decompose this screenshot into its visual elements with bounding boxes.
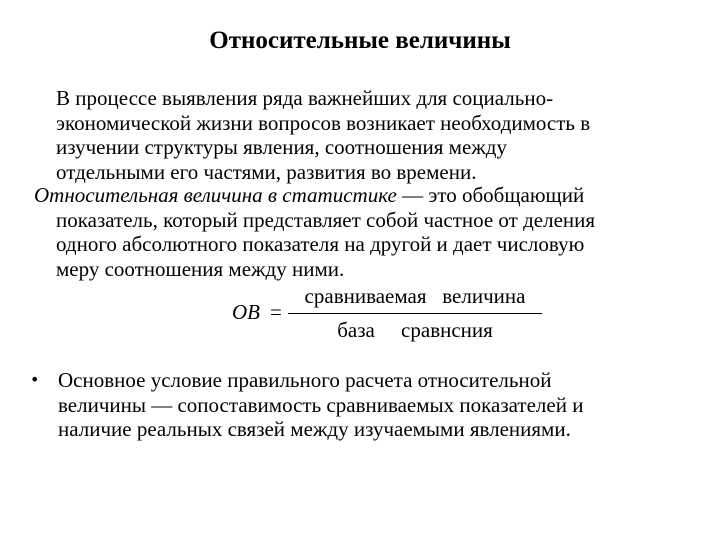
- paragraph-line: меру соотношения между ними.: [56, 256, 345, 281]
- formula-denominator: база сравнсния: [337, 318, 493, 342]
- bullet-icon: •: [30, 370, 40, 389]
- relative-value-formula: [232, 284, 552, 344]
- intro-paragraph: [34, 86, 590, 184]
- bullet-item: [30, 368, 583, 442]
- formula-equals: =: [270, 300, 282, 324]
- paragraph-line: экономической жизни вопросов возникает необходимость в: [56, 110, 591, 135]
- definition-term: Относительная величина в статистике: [34, 183, 397, 207]
- definition-lead: — это обобщающий: [396, 183, 585, 207]
- formula-lhs: ОВ: [232, 300, 260, 324]
- bullet-text: [30, 368, 583, 442]
- paragraph-line: отдельными его частями, развития во времени.: [56, 159, 477, 184]
- bullet-line: Основное условие правильного расчета относительной: [58, 368, 552, 392]
- bullet-line: наличие реальных связей между изучаемыми явлениями.: [58, 417, 571, 441]
- definition-paragraph: [34, 183, 595, 281]
- paragraph-line: изучении структуры явления, соотношения между: [56, 135, 507, 159]
- formula-numerator: сравниваемая величина: [304, 284, 526, 308]
- paragraph-line: В процессе выявления ряда важнейших для социально-: [56, 86, 554, 110]
- paragraph-line: одного абсолютного показателя на другой и дает числовую: [56, 232, 585, 256]
- definition-first-line: [34, 183, 595, 208]
- slide-title: Относительные величины: [209, 27, 511, 54]
- bullet-line: величины — сопоставимость сравниваемых показателей и: [58, 392, 584, 417]
- paragraph-line: показатель, который представляет собой частное от деления: [56, 207, 596, 232]
- fraction-bar: [288, 313, 542, 314]
